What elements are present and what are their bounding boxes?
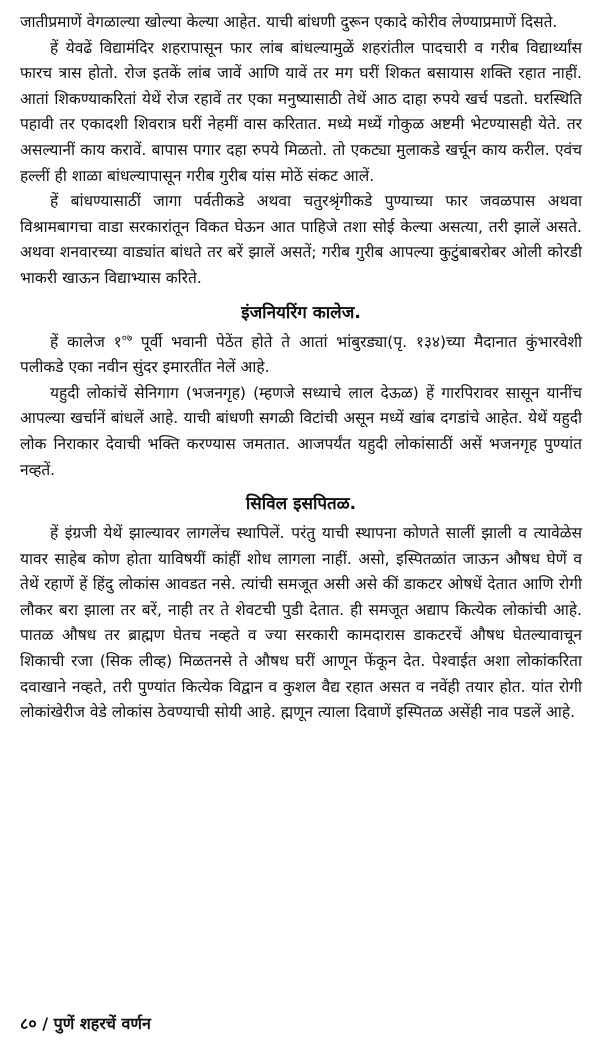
paragraph-5: यहुदी लोकांचें सेनिगाग (भजनगृह) (म्हणजे सध्याचे लाल देऊळ) हें गारपिरावर सासून यानींच आपल्या खर्चानें बांधलें आहे. याची बांधणी सगळी विटांची असून मध्यें खांब दगडांचे आहेत. येथें यहुदी लोक निराकार देवाची भक्ति करण्यास जमतात. आजपर्यंत यहुदी लोकांसाठीं असें भजनगृह पुण्यांत नव्हतें. [20, 383, 582, 479]
paragraph-1: जातीप्रमाणें वेगळाल्या खोल्या केल्या आहेत. याची बांधणी दुरून एकादे कोरीव लेण्याप्रमाणें दिसते. [20, 13, 558, 31]
paragraph-3: हें बांधण्यासाठीं जागा पर्वतीकडे अथवा चतुरश्रृंगीकडे पुण्याच्या फार जवळपास अथवा विश्रामबागचा वाडा सरकारांतून विकत घेऊन आत पाहिजे तशा सोई केल्या असत्या, तरी झालें असते. अथवा शनवारच्या वाड्यांत बांधते तर बरें झालें असतें; गरीब गुरीब आपल्या कुटुंबाबरोबर ओली कोरडी भाकरी खाऊन विद्याभ्यास करिते. [20, 192, 582, 287]
paragraph-6: हें इंग्रजी येथें झाल्यावर लागलेंच स्थापिलें. परंतु याची स्थापना कोणते सालीं झाली व त्यावेळेस यावर साहेब कोण होता याविषयीं कांहीं शोध लागला नाहीं. असो, इस्पितळांत जाऊन औषध घेणें व तेथें रहाणें हें हिंदु लोकांस आवडत नसे. त्यांची समजूत असी असे कीं डाकटर ओषधें देतात आणि रोगी लौकर बरा झाला तर बरें, नाही तर ते शेवटची पुडी देतात. ही समजूत अद्याप कित्येक लोकांची आहे. पातळ औषध तर ब्राह्मण घेतच नव्हते व ज्या सरकारी कामदारास डाकटरचें औषध घेतल्यावाचून शिकाची रजा (सिक लीव्ह) मिळतनसे ते औषध घरीं आणून फेंकून देत. पेश्वाईत अशा लोकांकरिता दवाखाने नव्हते, तरी पुण्यांत कित्येक विद्वान व कुशल वैद्य रहात असत व नवेंही तयार होत. यांत रोगी लोकांखेरीज वेडे लोकांस ठेवण्याची सोयी आहे. ह्मणून त्याला दिवाणें इस्पितळ असेंही नाव पडलें आहे. [20, 524, 582, 722]
paragraph-4-rest: पूर्वी भवानी पेठेंत होते ते आतां भांबुरड्या(पृ. १३४)च्या मैदानात कुंभारवेशी पलीकडे एका नवीन सुंदर इमारतींत नेलें आहे. [20, 332, 582, 377]
footnote-marker: ०७ [121, 332, 133, 344]
paragraph-4 [20, 330, 582, 381]
section-heading-civil-hospital: सिविल इसपितळ. [245, 494, 357, 515]
paragraph-4-start: हें कालेज १ [50, 332, 122, 351]
section-heading-engineering-college: इंजनियरिंग कालेज. [241, 302, 361, 323]
page-footer: ८० / पुणें शहरचें वर्णन [20, 1014, 151, 1033]
paragraph-2: हें येवढें विद्यामंदिर शहरापासून फार लांब बांधल्यामुळें शहरांतील पादचारी व गरीब विद्यार्थ्यांस फारच त्रास होतो. रोज इतकें लांब जावें आणि यावें तर मग घरीं शिकत बसायास शक्ति रहात नाहीं. आतां शिकण्याकरितां येथें रोज रहावें तर एका मनुष्यासाठी तेथें आठ दाहा रुपये खर्च पडतो. घरस्थिति पहावी तर एकादशी शिवरात्र घरीं नेहमीं वास करितात. मध्ये मध्यें गोकुळ अष्टमी भेटण्यासही येते. तर असल्यानीं काय करावें. बापास पगार दहा रुपये मिळतो. तो एकट्या मुलाकडे खर्चून काय करील. एवंच हल्लीं ही शाळा बांधल्यापासून गरीब गुरीब यांस मोठें संकट आलें. [20, 38, 582, 185]
